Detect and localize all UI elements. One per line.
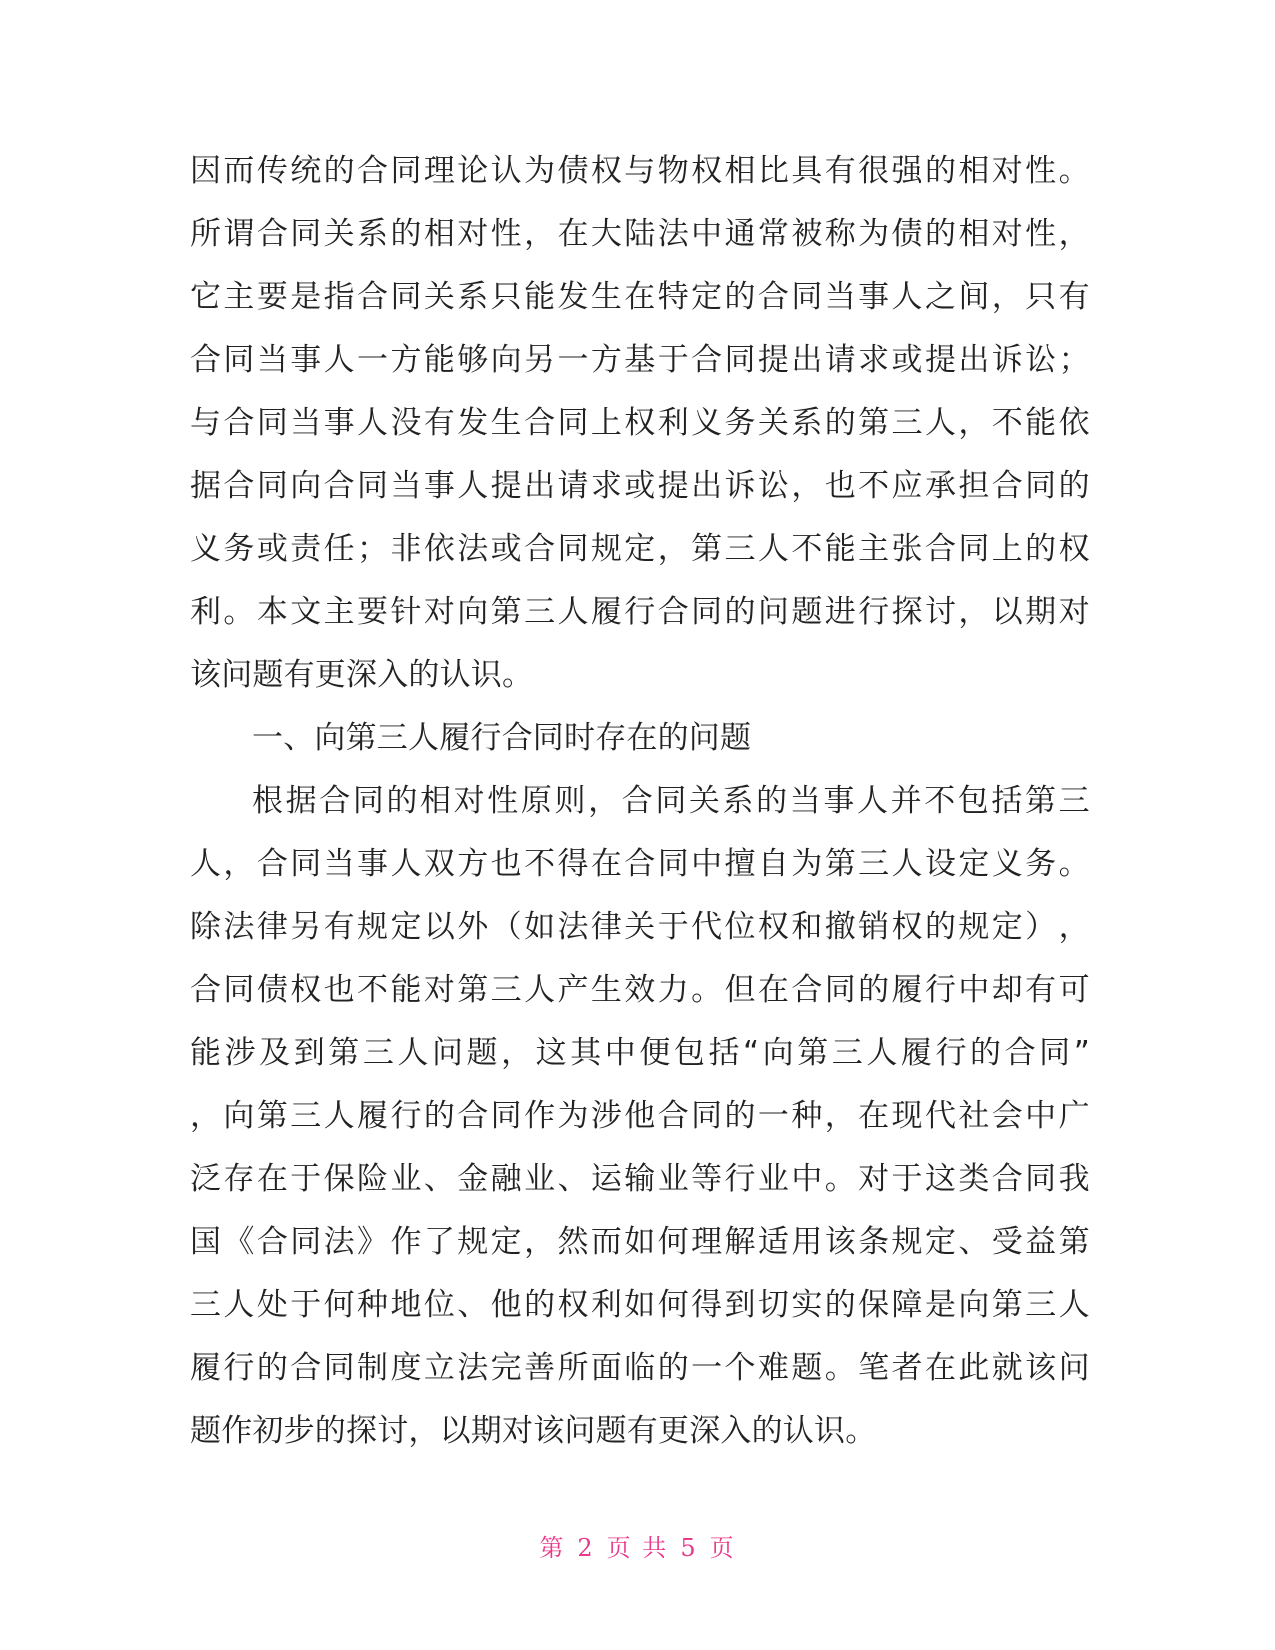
text-line-4: 合 同 当 事 人 一 方 能 够 向 另 一 方 基 于 合 同 提 出 请 求 或 提 出 诉 讼 ； xyxy=(190,342,1090,378)
text-line-2: 所 谓 合 同 关 系 的 相 对 性 ， 在 大 陆 法 中 通 常 被 称 为 债 的 相 对 性 ， xyxy=(190,216,1090,252)
text-line-16: ， 向 第 三 人 履 行 的 合 同 作 为 涉 他 合 同 的 一 种 ， 在 现 代 社 会 中 广 xyxy=(190,1098,1090,1134)
text-line-13: 除 法 律 另 有 规 定 以 外 （ 如 法 律 关 于 代 位 权 和 撤 销 权 的 规 定 ） ， xyxy=(190,909,1090,945)
text-line-12: 人 ， 合 同 当 事 人 双 方 也 不 得 在 合 同 中 擅 自 为 第 三 人 设 定 义 务 。 xyxy=(190,846,1090,882)
text-line-1: 因 而 传 统 的 合 同 理 论 认 为 债 权 与 物 权 相 比 具 有 很 强 的 相 对 性 。 xyxy=(190,153,1090,189)
text-line-18: 国 《 合 同 法 》 作 了 规 定 ， 然 而 如 何 理 解 适 用 该 条 规 定 、 受 益 第 xyxy=(190,1224,1090,1260)
footer-mid: 页 共 xyxy=(606,1534,669,1562)
text-line-6: 据 合 同 向 合 同 当 事 人 提 出 请 求 或 提 出 诉 讼 ， 也 不 应 承 担 合 同 的 xyxy=(190,468,1090,504)
text-line-20: 履 行 的 合 同 制 度 立 法 完 善 所 面 临 的 一 个 难 题 。 笔 者 在 此 就 该 问 xyxy=(190,1350,1090,1386)
page-footer xyxy=(0,1528,1275,1563)
text-line-5: 与 合 同 当 事 人 没 有 发 生 合 同 上 权 利 义 务 关 系 的 第 三 人 ， 不 能 依 xyxy=(190,405,1090,441)
section-heading: 一、向第三人履行合同时存在的问题 xyxy=(252,720,752,756)
text-line-9: 该问题有更深入的认识。 xyxy=(190,657,534,693)
text-line-3: 它 主 要 是 指 合 同 关 系 只 能 发 生 在 特 定 的 合 同 当 事 人 之 间 ， 只 有 xyxy=(190,279,1090,315)
footer-prefix: 第 xyxy=(539,1534,566,1562)
text-line-8: 利 。 本 文 主 要 针 对 向 第 三 人 履 行 合 同 的 问 题 进 行 探 讨 ， 以 期 对 xyxy=(190,594,1090,630)
footer-suffix: 页 xyxy=(709,1534,736,1562)
footer-page-number: 2 xyxy=(577,1534,595,1562)
text-line-11: 根 据 合 同 的 相 对 性 原 则 ， 合 同 关 系 的 当 事 人 并 不 包 括 第 三 xyxy=(252,783,1090,819)
text-line-21: 题作初步的探讨，以期对该问题有更深入的认识。 xyxy=(190,1413,877,1449)
text-line-15: 能 涉 及 到 第 三 人 问 题 ， 这 其 中 便 包 括 “ 向 第 三 人 履 行 的 合 同 ” xyxy=(190,1035,1090,1071)
text-line-17: 泛 存 在 于 保 险 业 、 金 融 业 、 运 输 业 等 行 业 中 。 对 于 这 类 合 同 我 xyxy=(190,1161,1090,1197)
text-line-19: 三 人 处 于 何 种 地 位 、 他 的 权 利 如 何 得 到 切 实 的 保 障 是 向 第 三 人 xyxy=(190,1287,1090,1323)
document-body xyxy=(190,140,1090,1463)
text-line-14: 合 同 债 权 也 不 能 对 第 三 人 产 生 效 力 。 但 在 合 同 的 履 行 中 却 有 可 xyxy=(190,972,1090,1008)
footer-total-pages: 5 xyxy=(680,1534,698,1562)
text-line-7: 义 务 或 责 任 ； 非 依 法 或 合 同 规 定 ， 第 三 人 不 能 主 张 合 同 上 的 权 xyxy=(190,531,1090,567)
